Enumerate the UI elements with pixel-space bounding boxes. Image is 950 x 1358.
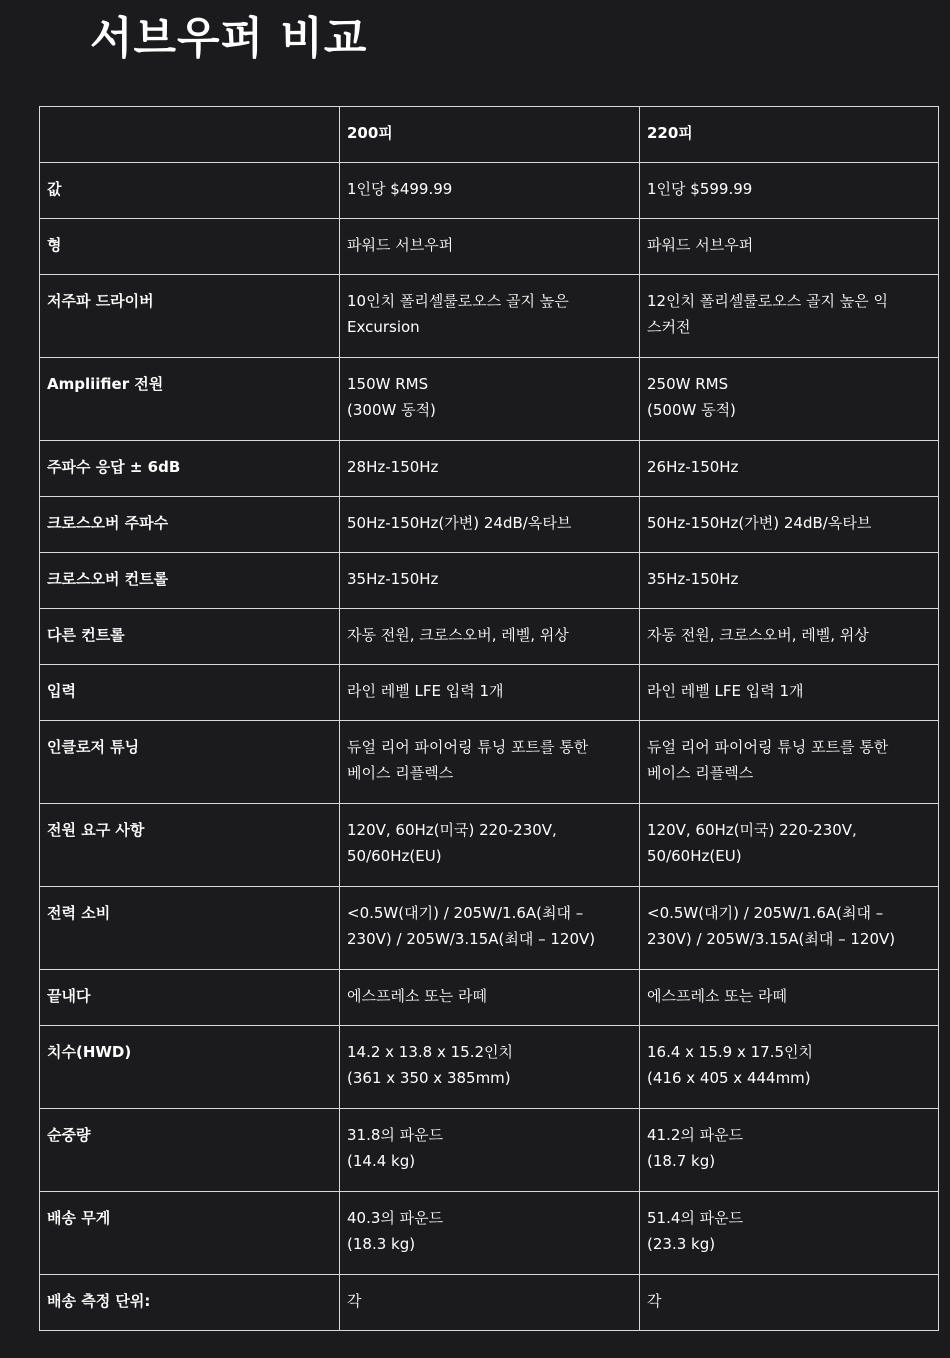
value-200p-cell xyxy=(340,970,640,1026)
value-200p-line: 10인치 폴리셀룰로오스 골지 높은 xyxy=(347,292,569,310)
row-label: 순중량 xyxy=(40,1109,340,1192)
row-label: 배송 무게 xyxy=(40,1192,340,1275)
value-220p-cell xyxy=(640,441,939,497)
page-title: 서브우퍼 비교 xyxy=(90,13,368,64)
value-220p-cell xyxy=(640,970,939,1026)
comparison-table xyxy=(39,106,939,1331)
value-200p-line: 라인 레벨 LFE 입력 1개 xyxy=(347,682,504,700)
value-220p-line: 16.4 x 15.9 x 17.5인치 xyxy=(647,1043,814,1061)
value-220p-cell xyxy=(640,1109,939,1192)
table-row xyxy=(40,219,939,275)
row-label: 크로스오버 컨트롤 xyxy=(40,553,340,609)
table-row xyxy=(40,1109,939,1192)
value-200p-line: <0.5W(대기) / 205W/1.6A(최대 – xyxy=(347,904,584,922)
value-200p-line: 듀얼 리어 파이어링 튜닝 포트를 통한 xyxy=(347,738,589,756)
value-220p-line: 듀얼 리어 파이어링 튜닝 포트를 통한 xyxy=(647,738,889,756)
value-220p-line: 250W RMS xyxy=(647,375,729,393)
table-row xyxy=(40,665,939,721)
row-label: 끝내다 xyxy=(40,970,340,1026)
row-label: 다른 컨트롤 xyxy=(40,609,340,665)
value-200p-line: 에스프레소 또는 라떼 xyxy=(347,987,487,1005)
value-200p-cell xyxy=(340,1275,640,1331)
value-200p-cell xyxy=(340,887,640,970)
value-200p-cell xyxy=(340,219,640,275)
table-row xyxy=(40,1275,939,1331)
value-220p-line: 각 xyxy=(647,1292,662,1310)
value-200p-cell xyxy=(340,497,640,553)
value-220p-line: 스커전 xyxy=(647,318,691,336)
value-200p-line: Excursion xyxy=(347,318,420,336)
table-body xyxy=(40,163,939,1331)
value-200p-line: 자동 전원, 크로스오버, 레벨, 위상 xyxy=(347,626,569,644)
table-header-row xyxy=(40,107,939,163)
value-200p-line: 1인당 $499.99 xyxy=(347,180,453,198)
value-220p-cell xyxy=(640,1026,939,1109)
row-label: 인클로저 튜닝 xyxy=(40,721,340,804)
value-220p-cell xyxy=(640,721,939,804)
value-200p-line: 31.8의 파운드 xyxy=(347,1126,444,1144)
value-200p-cell xyxy=(340,553,640,609)
table-row xyxy=(40,609,939,665)
table-row xyxy=(40,1026,939,1109)
row-label: 입력 xyxy=(40,665,340,721)
table-row xyxy=(40,887,939,970)
row-label: 값 xyxy=(40,163,340,219)
value-200p-line: (14.4 kg) xyxy=(347,1152,416,1170)
value-220p-cell xyxy=(640,275,939,358)
row-label: 전원 요구 사항 xyxy=(40,804,340,887)
value-200p-cell xyxy=(340,1026,640,1109)
value-220p-line: (500W 동적) xyxy=(647,401,736,419)
value-220p-line: 12인치 폴리셀룰로오스 골지 높은 익 xyxy=(647,292,889,310)
value-200p-line: 각 xyxy=(347,1292,362,1310)
table-row xyxy=(40,497,939,553)
value-220p-line: 베이스 리플렉스 xyxy=(647,764,754,782)
value-220p-line: 자동 전원, 크로스오버, 레벨, 위상 xyxy=(647,626,869,644)
value-220p-cell xyxy=(640,609,939,665)
value-220p-line: 에스프레소 또는 라떼 xyxy=(647,987,787,1005)
value-220p-line: 파워드 서브우퍼 xyxy=(647,236,754,254)
value-220p-line: 41.2의 파운드 xyxy=(647,1126,744,1144)
value-200p-line: 14.2 x 13.8 x 15.2인치 xyxy=(347,1043,514,1061)
table-row xyxy=(40,721,939,804)
value-200p-cell xyxy=(340,721,640,804)
value-220p-cell xyxy=(640,665,939,721)
row-label: 치수(HWD) xyxy=(40,1026,340,1109)
value-220p-cell xyxy=(640,1275,939,1331)
table-row xyxy=(40,441,939,497)
value-220p-line: 라인 레벨 LFE 입력 1개 xyxy=(647,682,804,700)
value-220p-line: 50Hz-150Hz(가변) 24dB/옥타브 xyxy=(647,514,872,532)
header-cell-200p: 200피 xyxy=(340,107,640,163)
value-200p-line: 40.3의 파운드 xyxy=(347,1209,444,1227)
value-220p-line: <0.5W(대기) / 205W/1.6A(최대 – xyxy=(647,904,884,922)
value-200p-cell xyxy=(340,358,640,441)
value-200p-line: 28Hz-150Hz xyxy=(347,458,439,476)
value-220p-cell xyxy=(640,163,939,219)
value-220p-cell xyxy=(640,1192,939,1275)
header-cell-220p: 220피 xyxy=(640,107,939,163)
table-row xyxy=(40,970,939,1026)
value-220p-line: 230V) / 205W/3.15A(최대 – 120V) xyxy=(647,930,896,948)
table-row xyxy=(40,804,939,887)
row-label: 전력 소비 xyxy=(40,887,340,970)
row-label: 주파수 응답 ± 6dB xyxy=(40,441,340,497)
header-cell-empty xyxy=(40,107,340,163)
value-200p-line: 150W RMS xyxy=(347,375,429,393)
value-200p-cell xyxy=(340,665,640,721)
table-row xyxy=(40,358,939,441)
value-220p-cell xyxy=(640,219,939,275)
value-200p-line: (361 x 350 x 385mm) xyxy=(347,1069,511,1087)
row-label: 크로스오버 주파수 xyxy=(40,497,340,553)
value-220p-line: (18.7 kg) xyxy=(647,1152,716,1170)
value-220p-cell xyxy=(640,804,939,887)
value-220p-cell xyxy=(640,497,939,553)
value-220p-line: 26Hz-150Hz xyxy=(647,458,739,476)
value-220p-line: (23.3 kg) xyxy=(647,1235,716,1253)
table-row xyxy=(40,275,939,358)
value-200p-cell xyxy=(340,1192,640,1275)
value-200p-line: 120V, 60Hz(미국) 220-230V, xyxy=(347,821,557,839)
row-label: 배송 측정 단위: xyxy=(40,1275,340,1331)
row-label: 형 xyxy=(40,219,340,275)
table-row xyxy=(40,553,939,609)
value-220p-cell xyxy=(640,553,939,609)
row-label: 저주파 드라이버 xyxy=(40,275,340,358)
value-220p-line: 50/60Hz(EU) xyxy=(647,847,742,865)
value-200p-cell xyxy=(340,609,640,665)
value-220p-cell xyxy=(640,887,939,970)
value-220p-line: 51.4의 파운드 xyxy=(647,1209,744,1227)
value-220p-line: 35Hz-150Hz xyxy=(647,570,739,588)
table-row xyxy=(40,163,939,219)
value-200p-cell xyxy=(340,804,640,887)
value-200p-line: 35Hz-150Hz xyxy=(347,570,439,588)
value-200p-line: (300W 동적) xyxy=(347,401,436,419)
value-200p-line: 파워드 서브우퍼 xyxy=(347,236,454,254)
row-label: Ampliifier 전원 xyxy=(40,358,340,441)
value-220p-cell xyxy=(640,358,939,441)
value-200p-cell xyxy=(340,163,640,219)
value-200p-cell xyxy=(340,1109,640,1192)
value-200p-line: 230V) / 205W/3.15A(최대 – 120V) xyxy=(347,930,596,948)
value-200p-line: 50/60Hz(EU) xyxy=(347,847,442,865)
value-220p-line: (416 x 405 x 444mm) xyxy=(647,1069,811,1087)
value-220p-line: 120V, 60Hz(미국) 220-230V, xyxy=(647,821,857,839)
value-200p-line: 50Hz-150Hz(가변) 24dB/옥타브 xyxy=(347,514,572,532)
table-row xyxy=(40,1192,939,1275)
value-200p-line: 베이스 리플렉스 xyxy=(347,764,454,782)
value-200p-line: (18.3 kg) xyxy=(347,1235,416,1253)
value-220p-line: 1인당 $599.99 xyxy=(647,180,753,198)
value-200p-cell xyxy=(340,441,640,497)
value-200p-cell xyxy=(340,275,640,358)
